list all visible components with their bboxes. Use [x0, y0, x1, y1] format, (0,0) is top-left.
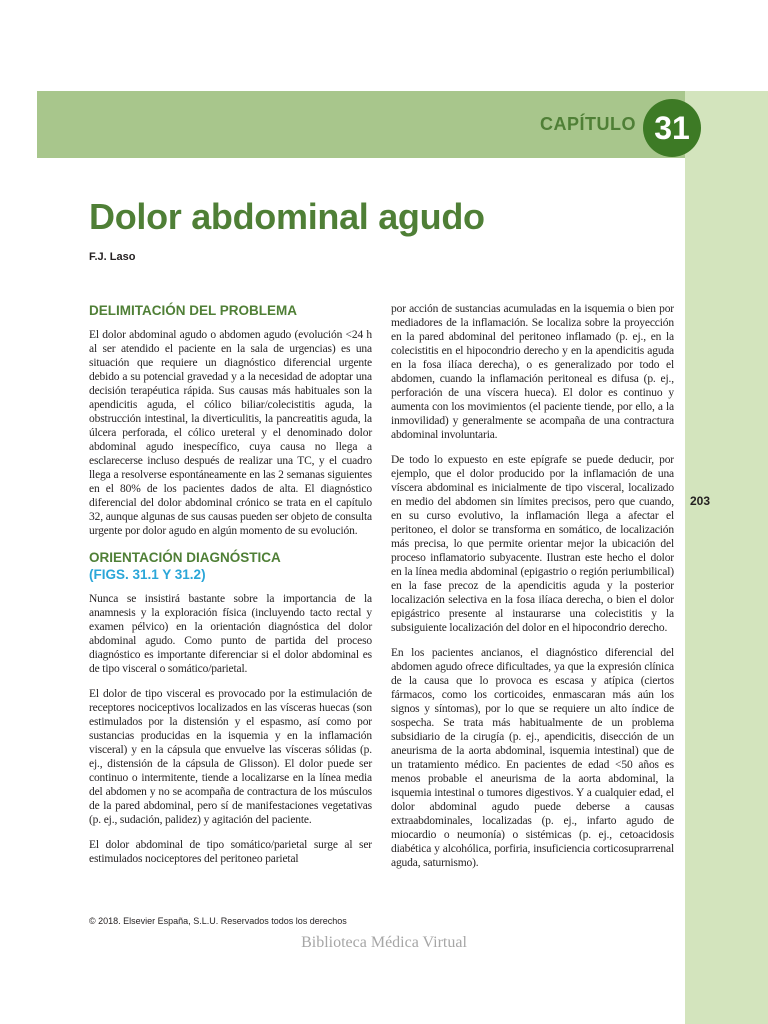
- section-heading-text: ORIENTACIÓN DIAGNÓSTICA: [89, 550, 281, 565]
- page-title: Dolor abdominal agudo: [89, 196, 485, 237]
- figure-reference-link[interactable]: (FIGS. 31.1 Y 31.2): [89, 567, 206, 582]
- watermark: Biblioteca Médica Virtual: [301, 934, 467, 951]
- paragraph: El dolor abdominal agudo o abdomen agudo (evolución <24 h al ser atendido el paciente en la sala de urgencias) es una situación que requiere un diagnóstico diferencial urgente debido a su potencial gravedad y a la necesidad de adoptar una decisión terapéutica rápida. Sus causas más habituales son la apendicitis aguda, el cólico biliar/colecistitis aguda, la obstrucción intestinal, la diverticulitis, la pancreatitis aguda, la úlcera perforada, el cólico ureteral y el denominado dolor abdominal agudo inespecífico, cuya causa no llega a esclarecerse incluso después de realizar una TC, y el cuadro llega a resolverse espontáneamente en las 2 semanas siguientes en el 80% de los pacientes dados de alta. El diagnóstico diferencial del dolor abdominal crónico se trata en el capítulo 32, aunque algunas de sus causas pueden ser objeto de consulta urgente por dolor agudo en algún momento de su evolución.: [89, 329, 372, 537]
- copyright-notice: © 2018. Elsevier España, S.L.U. Reservados todos los derechos: [89, 916, 347, 926]
- paragraph: En los pacientes ancianos, el diagnóstico diferencial del abdomen agudo ofrece dificultades, ya que la expresión clínica de la causa que lo provoca es escasa y atípica (ciertos fármacos, como los corticoides, enmascaran más aún los signos y síntomas), por lo que se requiere un alto índice de sospecha. Se trata más habitualmente de un problema subsidiario de la cirugía (p. ej., apendicitis, disección de un aneurisma de la aorta abdominal, isquemia intestinal) que de un tratamiento médico. En pacientes de edad <50 años es menos probable el aneurisma de la aorta abdominal, la isquemia intestinal o tumores digestivos. Y a cualquier edad, el dolor abdominal agudo puede deberse a causas extraabdominales, localizadas (p. ej., infarto agudo de miocardio o neumonía) o sistémicas (p. ej., cetoacidosis diabética y alcohólica, porfiria, insuficiencia corticosuprarrenal aguda, saturnismo).: [391, 647, 674, 869]
- paragraph: El dolor abdominal de tipo somático/parietal surge al ser estimulados nociceptores del peritoneo parietal: [89, 839, 372, 865]
- section-heading-delimitacion: DELIMITACIÓN DEL PROBLEMA: [89, 303, 297, 318]
- chapter-number-badge: 31: [643, 99, 701, 157]
- paragraph: Nunca se insistirá bastante sobre la importancia de la anamnesis y la exploración física (incluyendo tacto rectal y examen pélvico) en la orientación diagnóstica del dolor abdominal agudo. Como punto de partida del proceso diagnóstico es importante diferenciar si el dolor abdominal es de tipo visceral o somático/parietal.: [89, 593, 372, 675]
- paragraph: De todo lo expuesto en este epígrafe se puede deducir, por ejemplo, que el dolor producido por la inflamación de una víscera abdominal es inicialmente de tipo visceral, localizado en medio del abdomen sin límites precisos, pero que cuando, en su curso evolutivo, la inflamación llega a afectar el peritoneo, el dolor se transforma en somático, de localización más precisa, lo que permite orientar mejor la ubicación del proceso inflamatorio subyacente. Ilustran este hecho el dolor en la línea media abdominal (epigastrio o región periumbilical) en la fase precoz de la apendicitis aguda y la posterior localización selectiva en la fosa ilíaca derecha, o bien el dolor epigástrico presente al instaurarse una colecistitis y la subsiguiente localización del dolor en el hipocondrio derecho.: [391, 454, 674, 634]
- paragraph: El dolor de tipo visceral es provocado por la estimulación de receptores nociceptivos localizados en las vísceras huecas (son estimulados por la distensión y el espasmo, así como por sustancias producidas en la isquemia y en la inflamación visceral) y en la cápsula que envuelve las vísceras sólidas (p. ej., distensión de la cápsula de Glisson). El dolor puede ser continuo o intermitente, tiende a localizarse en la línea media del abdomen y no se acompaña de contractura de los músculos de la pared abdominal, pero sí de manifestaciones vegetativas (p. ej., sudación, palidez) y agitación del paciente.: [89, 688, 372, 826]
- author: F.J. Laso: [89, 251, 136, 263]
- page-number: 203: [690, 494, 711, 508]
- left-column: [89, 302, 372, 877]
- page-sidebar-stripe: [685, 91, 768, 1024]
- paragraph: por acción de sustancias acumuladas en la isquemia o bien por mediadores de la inflamación. Se localiza sobre la proyección en la pared abdominal del peritoneo inflamado (p. ej., en la colecistitis en el hipocondrio derecho y en la apendicitis aguda en la fosa ilíaca derecha), o es generalizado por todo el abdomen, cuando la inflamación peritoneal es difusa (p. ej., perforación de una víscera hueca). El dolor es continuo y aumenta con los movimientos (el paciente tiende, por ello, a la inmovilidad) y generalmente se acompaña de una contractura abdominal involuntaria.: [391, 303, 674, 441]
- section-heading-orientacion: [89, 549, 372, 583]
- chapter-label: CAPÍTULO: [540, 114, 636, 134]
- right-column: [391, 302, 674, 881]
